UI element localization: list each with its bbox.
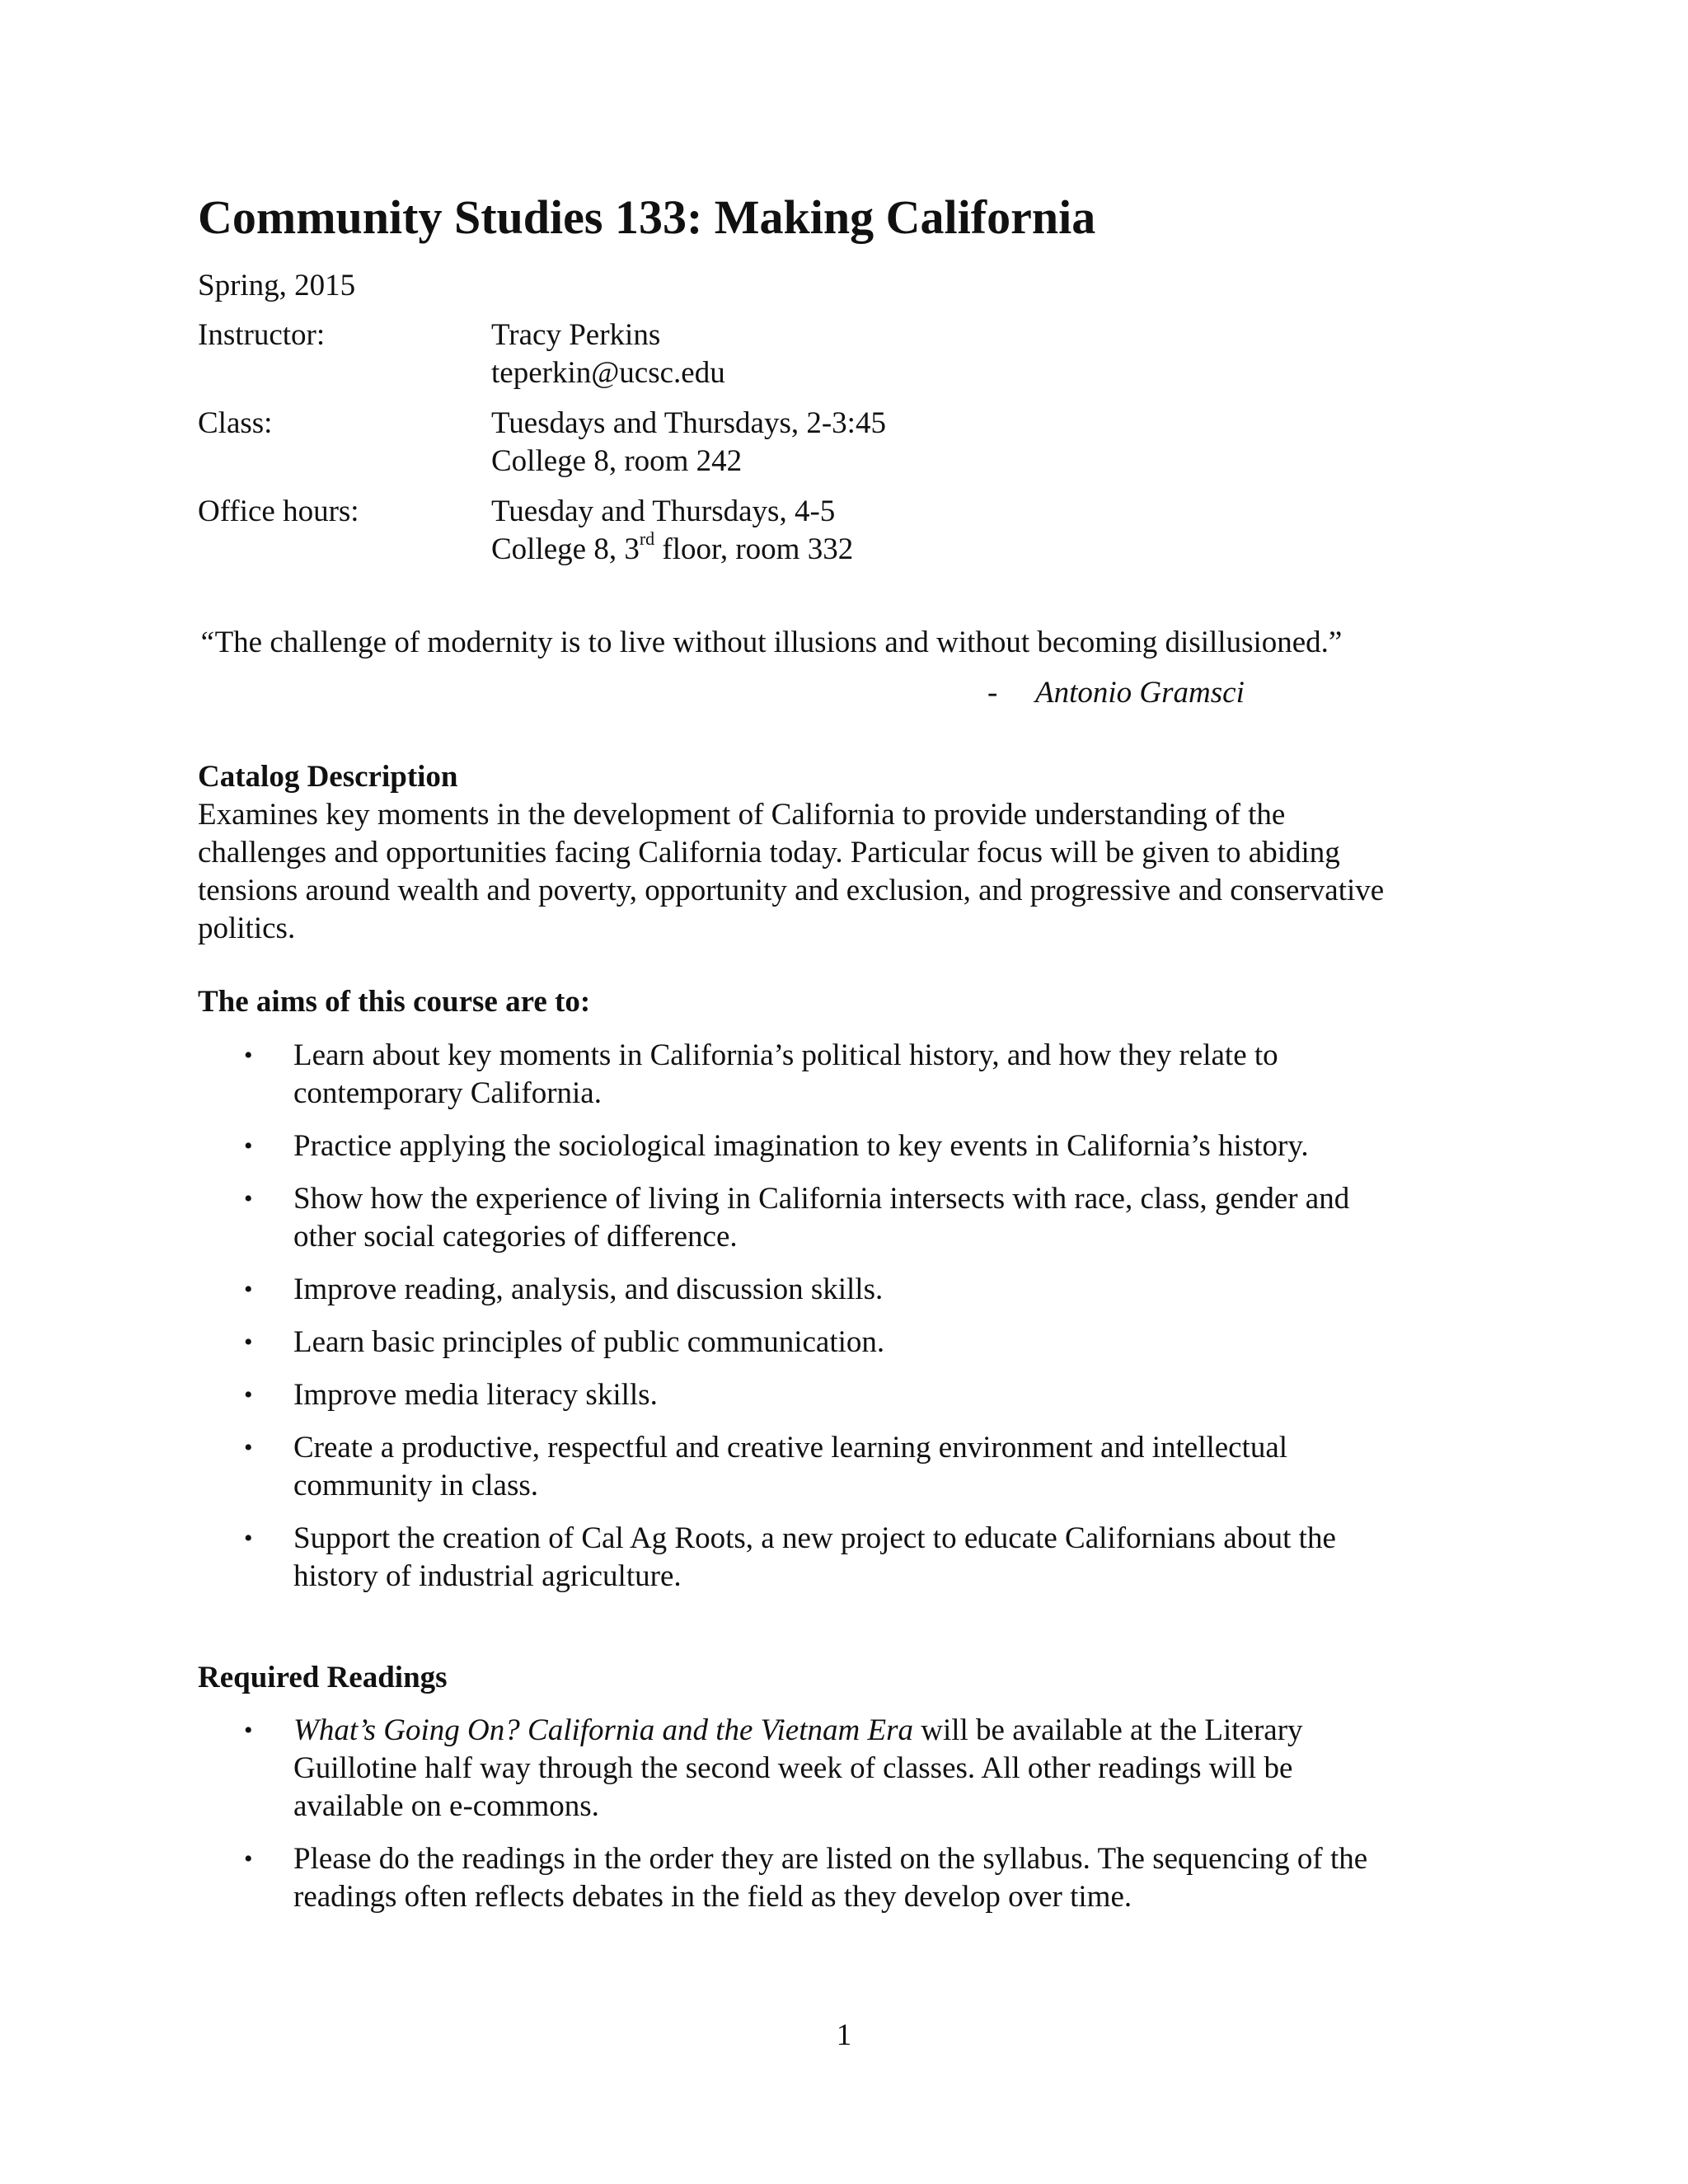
office-hours-label: Office hours:	[198, 494, 359, 528]
reading-line: Please do the readings in the order they are listed on the syllabus. The sequencing of the	[293, 1842, 1368, 1876]
catalog-description	[198, 796, 1500, 948]
instructor-label: Instructor:	[198, 318, 326, 352]
class-time: Tuesdays and Thursdays, 2-3:45	[491, 406, 886, 440]
aim-line: other social categories of difference.	[293, 1220, 738, 1254]
catalog-line: tensions around wealth and poverty, opportunity and exclusion, and progressive and conservative	[198, 874, 1385, 907]
readings-heading: Required Readings	[198, 1661, 448, 1694]
bullet-icon: •	[244, 1525, 253, 1552]
page-number: 1	[836, 2018, 852, 2052]
catalog-line: challenges and opportunities facing California today. Particular focus will be given to abiding	[198, 836, 1340, 869]
instructor-email: teperkin@ucsc.edu	[491, 356, 725, 390]
bullet-icon: •	[244, 1276, 253, 1303]
course-title: Community Studies 133: Making California	[198, 190, 1096, 244]
aim-line: community in class.	[293, 1469, 538, 1502]
reading-line	[293, 1712, 1517, 1750]
aim-line: Learn basic principles of public communication.	[293, 1325, 885, 1359]
office-hours-values	[491, 493, 853, 569]
quote-attribution	[987, 674, 1245, 712]
catalog-heading: Catalog Description	[198, 760, 458, 794]
aims-heading: The aims of this course are to:	[198, 985, 591, 1019]
reading-line: available on e-commons.	[293, 1789, 599, 1823]
list-item	[198, 1520, 1517, 1596]
list-item	[198, 1712, 1517, 1825]
list-item	[198, 1324, 1517, 1361]
office-hours-time: Tuesday and Thursdays, 4-5	[491, 494, 836, 528]
aim-line: Practice applying the sociological imagination to key events in California’s history.	[293, 1129, 1309, 1163]
bullet-icon: •	[244, 1845, 253, 1872]
epigraph-quote	[198, 624, 1342, 662]
aim-line: contemporary California.	[293, 1076, 602, 1110]
aim-line: Learn about key moments in California’s political history, and how they relate to	[293, 1038, 1278, 1072]
aim-line: Create a productive, respectful and creative learning environment and intellectual	[293, 1431, 1288, 1465]
readings-list	[198, 1712, 1517, 1931]
class-label: Class:	[198, 406, 273, 440]
bullet-icon: •	[244, 1132, 253, 1160]
aim-line: Improve media literacy skills.	[293, 1378, 658, 1412]
list-item	[198, 1840, 1517, 1916]
catalog-line: Examines key moments in the development of California to provide understanding of the	[198, 798, 1286, 832]
office-location-suffix: floor, room 332	[654, 532, 854, 566]
catalog-line: politics.	[198, 912, 296, 945]
aim-line: Support the creation of Cal Ag Roots, a new project to educate Californians about the	[293, 1521, 1336, 1555]
bullet-icon: •	[244, 1185, 253, 1212]
attribution-author: Antonio Gramsci	[1035, 676, 1245, 710]
aim-line: Improve reading, analysis, and discussion skills.	[293, 1272, 884, 1306]
semester: Spring, 2015	[198, 269, 356, 302]
office-location-ordinal: rd	[639, 527, 655, 549]
quote-open-mark: “	[198, 626, 215, 659]
office-hours-location	[491, 527, 854, 569]
list-item	[198, 1127, 1517, 1165]
instructor-values	[491, 316, 725, 392]
list-item	[198, 1271, 1517, 1309]
bullet-icon: •	[244, 1434, 253, 1461]
quote-text: The challenge of modernity is to live without illusions and without becoming disillusioned.”	[214, 626, 1343, 659]
bullet-icon: •	[244, 1042, 253, 1069]
aim-line: Show how the experience of living in California intersects with race, class, gender and	[293, 1182, 1350, 1216]
list-item	[198, 1429, 1517, 1505]
book-title: What’s Going On? California and the Vietnam Era	[293, 1713, 913, 1747]
class-values	[491, 405, 886, 480]
bullet-icon: •	[244, 1381, 253, 1408]
aim-line: history of industrial agriculture.	[293, 1559, 682, 1593]
aims-list	[198, 1037, 1517, 1610]
reading-line: readings often reflects debates in the field as they develop over time.	[293, 1880, 1132, 1914]
reading-line-rest: will be available at the Literary	[912, 1713, 1303, 1747]
reading-line: Guillotine half way through the second week of classes. All other readings will be	[293, 1751, 1293, 1785]
instructor-name: Tracy Perkins	[491, 318, 661, 352]
office-location-prefix: College 8, 3	[491, 532, 640, 566]
list-item	[198, 1376, 1517, 1414]
class-location: College 8, room 242	[491, 444, 743, 478]
list-item	[198, 1180, 1517, 1256]
bullet-icon: •	[244, 1717, 253, 1744]
bullet-icon: •	[244, 1329, 253, 1356]
attribution-dash: -	[987, 676, 998, 710]
list-item	[198, 1037, 1517, 1113]
